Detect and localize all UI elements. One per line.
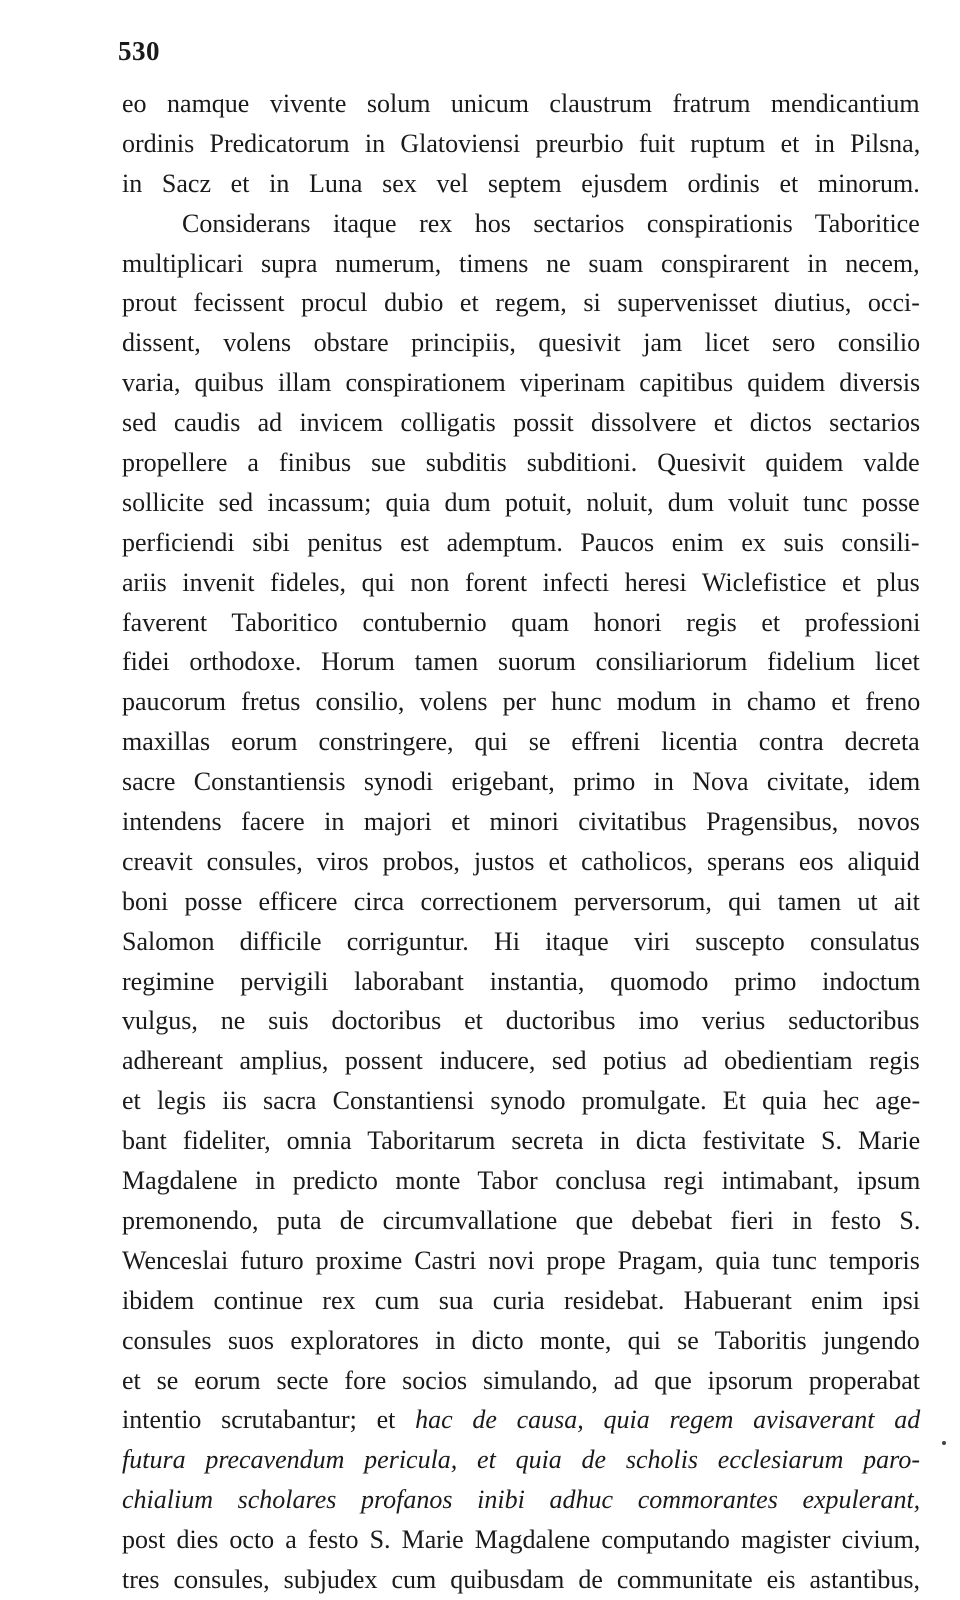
- text-line: vulgus, ne suis doctoribus et ductoribus imo verius seductoribus: [122, 1006, 920, 1036]
- text-line: propellere a finibus sue subditis subditioni. Quesivit quidem valde: [122, 448, 920, 478]
- text-line: tres consules, subjudex cum quibusdam de communitate eis astantibus,: [122, 1564, 920, 1594]
- text-line: boni posse efficere circa correctionem perversorum, qui tamen ut ait: [122, 886, 920, 916]
- text-line: intentio scrutabantur; et hac de causa, quia regem avisaverant ad: [122, 1405, 921, 1435]
- text-line: et legis iis sacra Constantiensi synodo promulgate. Et quia hec age-: [122, 1086, 921, 1116]
- text-line: Wenceslai futuro proxime Castri novi prope Pragam, quia tunc temporis: [122, 1245, 920, 1275]
- text-line: sollicite sed incassum; quia dum potuit, noluit, dum voluit tunc posse: [122, 487, 920, 517]
- page-number: 530: [118, 36, 160, 66]
- text-line: intendens facere in majori et minori civitatibus Pragensibus, novos: [122, 807, 920, 837]
- italic-text: chialium scholares profanos inibi adhuc commorantes expulerant,: [122, 1485, 921, 1515]
- text-line: sacre Constantiensis synodi erigebant, primo in Nova civitate, idem: [122, 767, 921, 797]
- text-line: perficiendi sibi penitus est ademptum. Paucos enim ex suis consili-: [122, 527, 920, 557]
- text-line: faverent Taboritico contubernio quam honori regis et professioni: [122, 607, 921, 637]
- text-line: dissent, volens obstare principiis, quesivit jam licet sero consilio: [122, 328, 921, 358]
- body-text: [122, 84, 920, 1600]
- italic-text: futura precavendum pericula, et quia de scholis ecclesiarum paro-: [122, 1445, 920, 1475]
- text-line: maxillas eorum constringere, qui se effreni licentia contra decreta: [122, 727, 920, 757]
- text-line: Considerans itaque rex hos sectarios conspirationis Taboritice: [182, 208, 920, 238]
- italic-text: hac de causa, quia regem avisaverant ad: [415, 1405, 921, 1435]
- text-line: ordinis Predicatorum in Glatoviensi preurbio fuit ruptum et in Pilsna,: [122, 128, 921, 158]
- text-line: in Sacz et in Luna sex vel septem ejusdem ordinis et minorum.: [122, 168, 920, 198]
- text-line: ariis invenit fideles, qui non forent infecti heresi Wiclefistice et plus: [122, 567, 920, 597]
- text-line: bant fideliter, omnia Taboritarum secreta in dicta festivitate S. Marie: [122, 1126, 921, 1156]
- text-line: prout fecissent procul dubio et regem, si supervenisset diutius, occi-: [122, 288, 920, 318]
- text-line: [122, 1480, 920, 1520]
- text-line: varia, quibus illam conspirationem viperinam capitibus quidem diversis: [122, 368, 921, 398]
- text-line: ibidem continue rex cum sua curia residebat. Habuerant enim ipsi: [122, 1285, 920, 1315]
- text-line: post dies octo a festo S. Marie Magdalene computando magister civium,: [122, 1525, 921, 1555]
- text-line: paucorum fretus consilio, volens per hunc modum in chamo et freno: [122, 687, 921, 717]
- text-line: et se eorum secte fore socios simulando, ad que ipsorum properabat: [122, 1365, 920, 1395]
- text-line: [122, 1440, 920, 1480]
- text-line: premonendo, puta de circumvallatione que debebat fieri in festo S.: [122, 1205, 921, 1235]
- text-line: Magdalene in predicto monte Tabor conclusa regi intimabant, ipsum: [122, 1166, 921, 1196]
- text-line: regimine pervigili laborabant instantia, quomodo primo indoctum: [122, 966, 921, 996]
- text-line: Salomon difficile corriguntur. Hi itaque viri suscepto consulatus: [122, 926, 920, 956]
- text-line: creavit consules, viros probos, justos et catholicos, sperans eos aliquid: [122, 846, 920, 876]
- text-line: multiplicari supra numerum, timens ne suam conspirarent in necem,: [122, 248, 920, 278]
- text-line: fidei orthodoxe. Horum tamen suorum consiliariorum fidelium licet: [122, 647, 920, 677]
- print-speck: [942, 1441, 946, 1445]
- text-line: adhereant amplius, possent inducere, sed potius ad obedientiam regis: [122, 1046, 920, 1076]
- text-line: sed caudis ad invicem colligatis possit dissolvere et dictos sectarios: [122, 408, 921, 438]
- text-line: eo namque vivente solum unicum claustrum fratrum mendicantium: [122, 89, 920, 118]
- text-line: consules suos exploratores in dicto monte, qui se Taboritis jungendo: [122, 1325, 920, 1355]
